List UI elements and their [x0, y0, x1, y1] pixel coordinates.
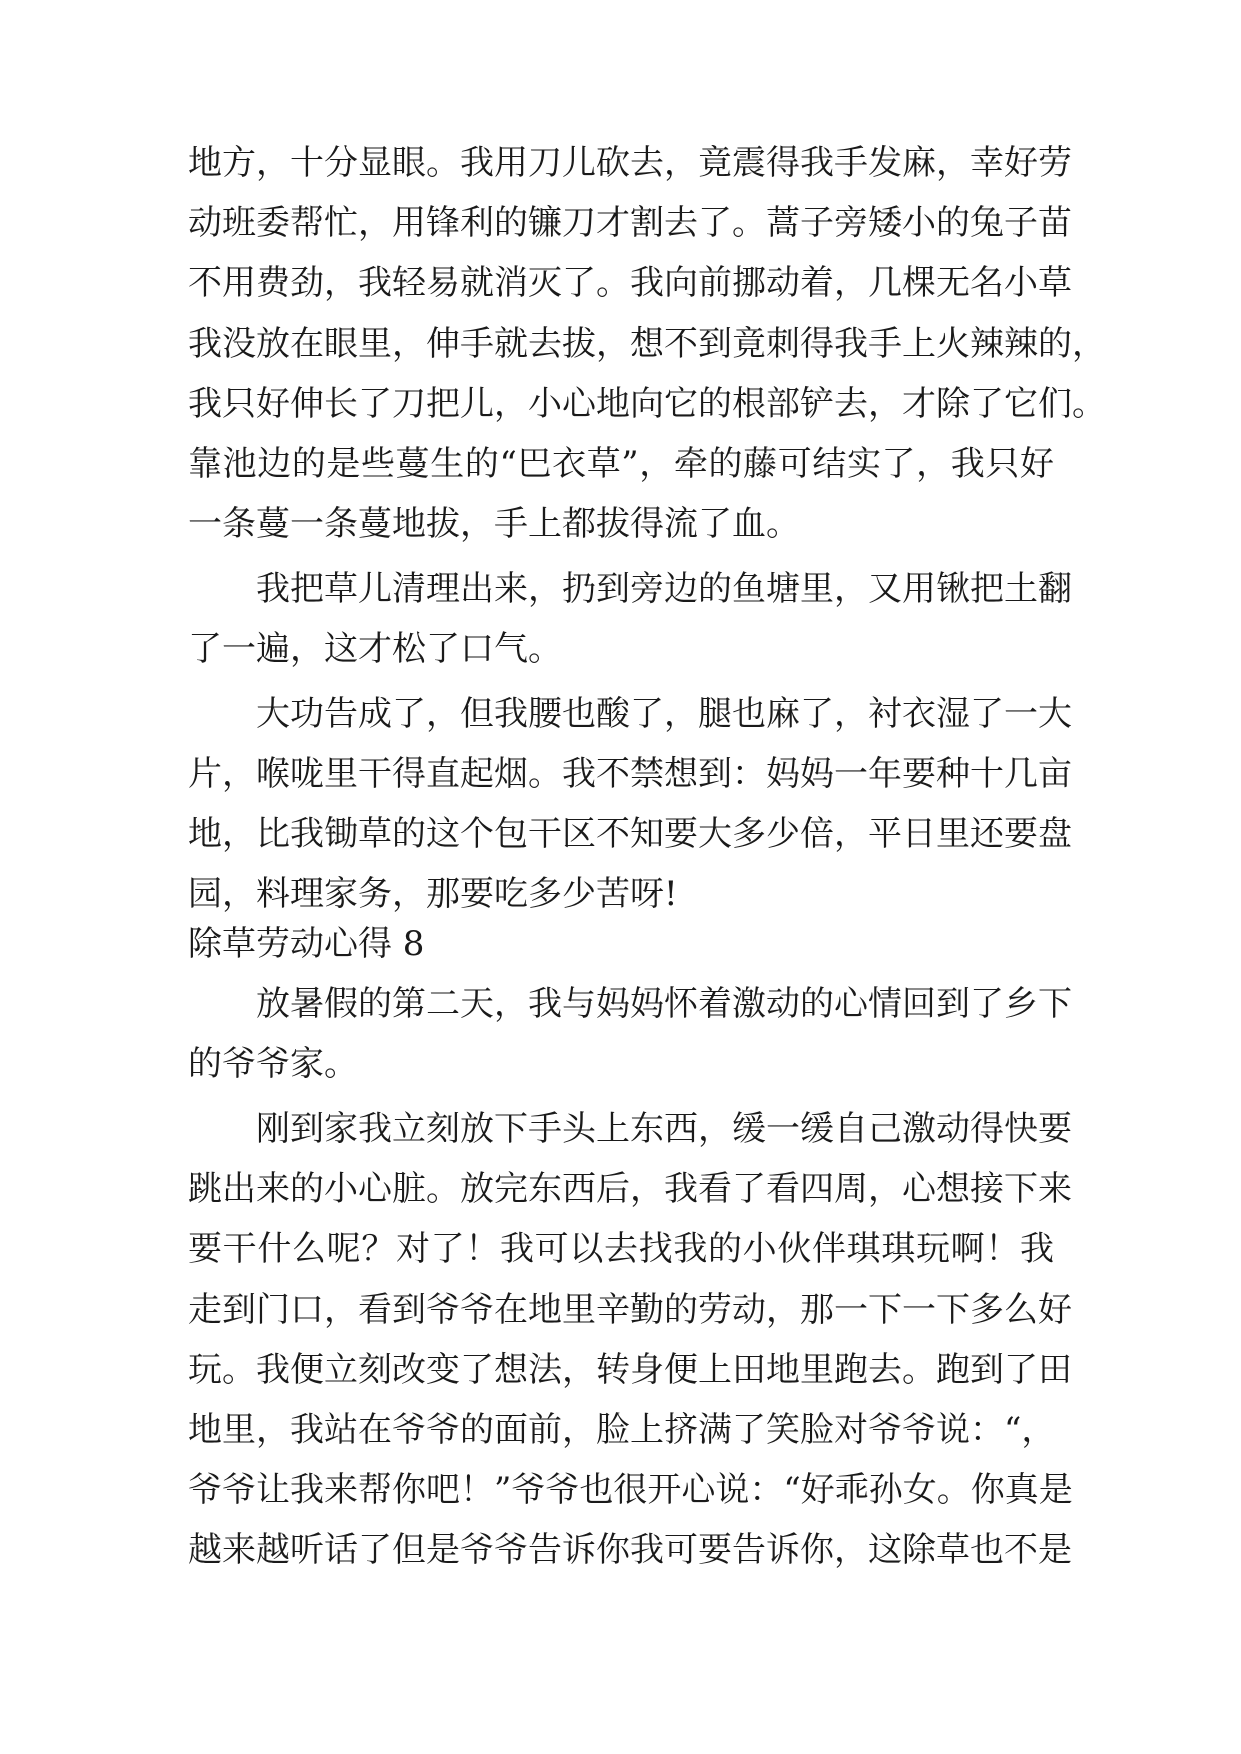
paragraph-line: 跳出来的小心脏。放完东西后，我看了看四周，心想接下来	[188, 1169, 1072, 1209]
section-heading: 除草劳动心得 8	[188, 924, 425, 964]
paragraph-line: 不用费劲，我轻易就消灭了。我向前挪动着，几棵无名小草	[188, 263, 1072, 303]
paragraph-line: 大功告成了，但我腰也酸了，腿也麻了，衬衣湿了一大	[256, 694, 1072, 734]
paragraph-line: 要干什么呢？对了！我可以去找我的小伙伴琪琪玩啊！我	[188, 1229, 1054, 1269]
paragraph-line: 动班委帮忙，用锋利的镰刀才割去了。蒿子旁矮小的兔子苗	[188, 203, 1072, 243]
paragraph-line: 放暑假的第二天，我与妈妈怀着激动的心情回到了乡下	[256, 984, 1072, 1024]
paragraph-line: 了一遍，这才松了口气。	[188, 629, 562, 669]
paragraph-line: 越来越听话了但是爷爷告诉你我可要告诉你，这除草也不是	[188, 1530, 1072, 1570]
paragraph-line: 的爷爷家。	[188, 1044, 358, 1084]
paragraph-line: 地，比我锄草的这个包干区不知要大多少倍，平日里还要盘	[188, 814, 1072, 854]
paragraph-line: 地方，十分显眼。我用刀儿砍去，竟震得我手发麻，幸好劳	[188, 143, 1072, 183]
paragraph-line: 爷爷让我来帮你吧！”爷爷也很开心说：“好乖孙女。你真是	[188, 1470, 1073, 1510]
paragraph-line: 园，料理家务，那要吃多少苦呀!	[188, 874, 678, 914]
paragraph-line: 刚到家我立刻放下手头上东西，缓一缓自己激动得快要	[256, 1109, 1072, 1149]
paragraph-line: 走到门口，看到爷爷在地里辛勤的劳动，那一下一下多么好	[188, 1290, 1072, 1330]
paragraph-line: 靠池边的是些蔓生的“巴衣草”，牵的藤可结实了，我只好	[188, 444, 1054, 484]
paragraph-line: 片，喉咙里干得直起烟。我不禁想到：妈妈一年要种十几亩	[188, 754, 1072, 794]
paragraph-line: 我只好伸长了刀把儿，小心地向它的根部铲去，才除了它们。	[188, 384, 1106, 424]
paragraph-line: 玩。我便立刻改变了想法，转身便上田地里跑去。跑到了田	[188, 1350, 1072, 1390]
paragraph-line: 我把草儿清理出来，扔到旁边的鱼塘里，又用锹把土翻	[256, 569, 1072, 609]
paragraph-line: 地里，我站在爷爷的面前，脸上挤满了笑脸对爷爷说：“，	[188, 1410, 1056, 1450]
paragraph-line: 我没放在眼里，伸手就去拔，想不到竟刺得我手上火辣辣的，	[188, 324, 1106, 364]
paragraph-line: 一条蔓一条蔓地拔，手上都拔得流了血。	[188, 504, 800, 544]
